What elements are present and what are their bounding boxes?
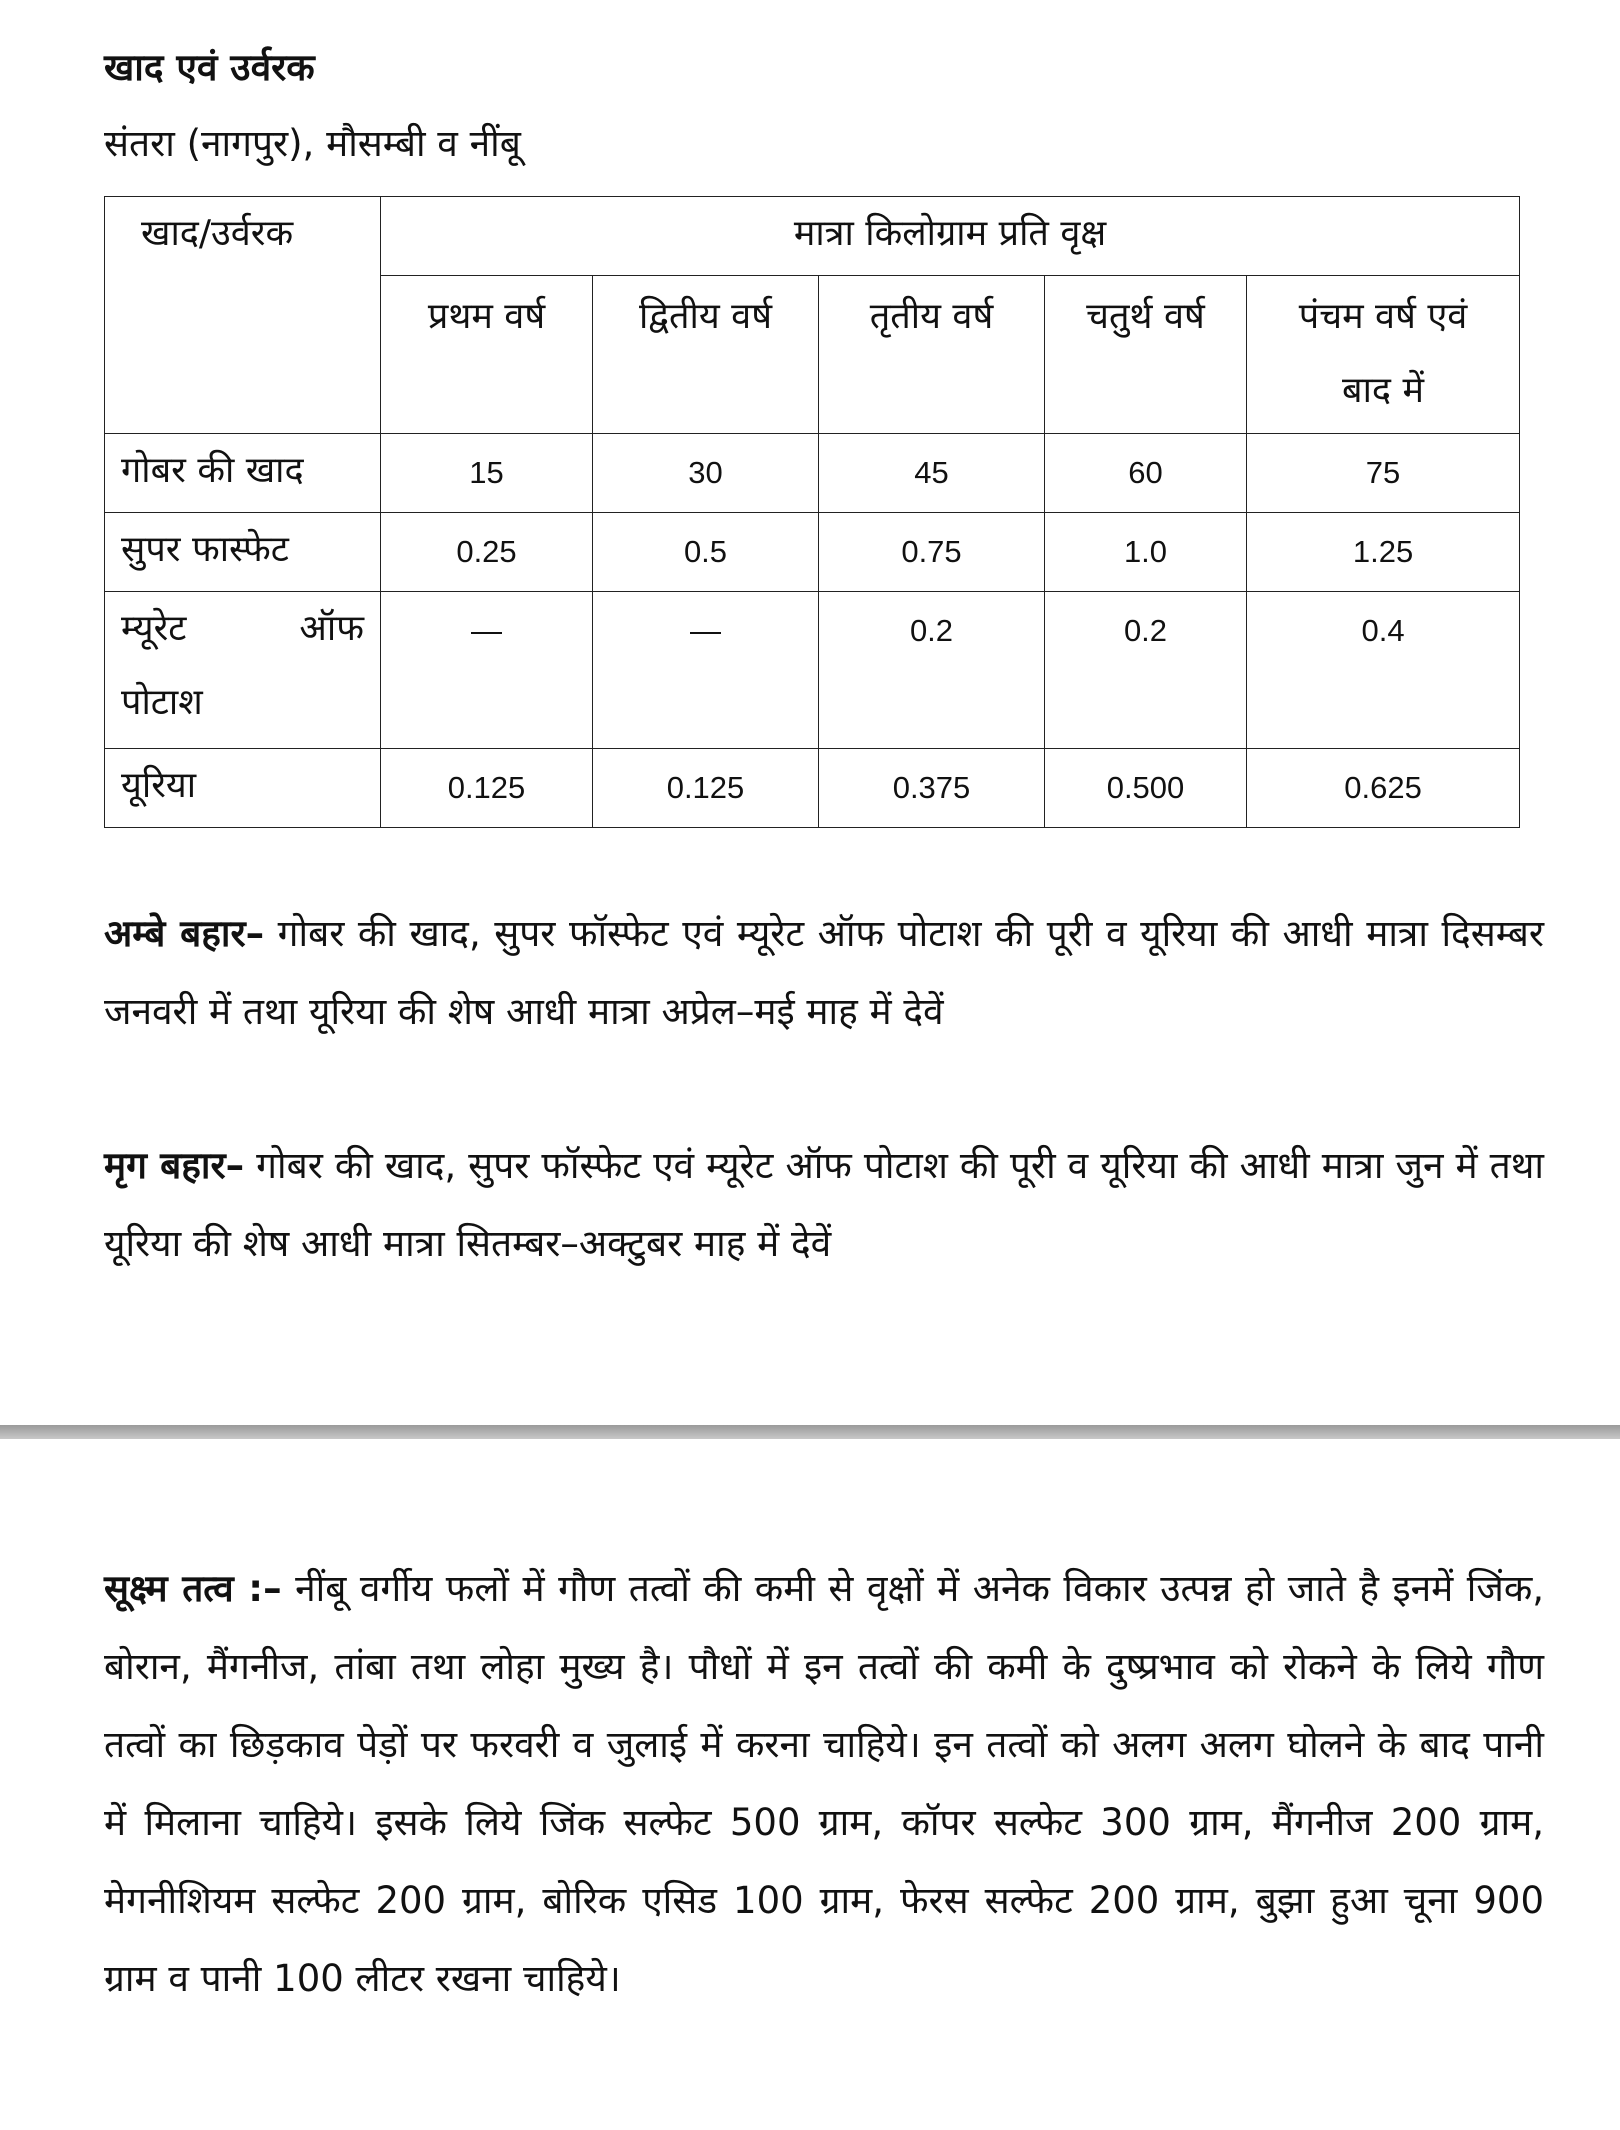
table-cell: 0.75 — [819, 513, 1045, 592]
micronutrient-label: सूक्ष्म तत्व :– — [104, 1567, 282, 1610]
table-cell: 0.625 — [1247, 749, 1520, 828]
col-header-fertilizer: खाद/उर्वरक — [105, 197, 381, 434]
mrig-bahar-text: गोबर की खाद, सुपर फॉस्फेट एवं म्यूरेट ऑफ पोटाश की पूरी व यूरिया की आधी मात्रा जुन में तथा यूरिया की शेष आधी मात्रा सितम्बर–अक्टुबर माह में देवें — [104, 1144, 1544, 1265]
quantity-header: मात्रा किलोग्राम प्रति वृक्ष — [381, 197, 1520, 276]
table-cell: 0.5 — [593, 513, 819, 592]
crop-subtitle: संतरा (नागपुर), मौसम्बी व नींबू — [104, 122, 521, 165]
table-cell: 1.25 — [1247, 513, 1520, 592]
micronutrient-text: नींबू वर्गीय फलों में गौण तत्वों की कमी से वृक्षों में अनेक विकार उत्पन्न हो जाते है इनमें जिंक, बोरान, मैंगनीज, तांबा तथा लोहा मुख्य है। पौधों में इन तत्वों की कमी के दुष्प्रभाव को रोकने के लिये गौण तत्वों का छिड़काव पेड़ों पर फरवरी व जुलाई में करना चाहिये। इन तत्वों को अलग अलग घोलने के बाद पानी में मिलाना चाहिये। इसके लिये जिंक सल्फेट 500 ग्राम, कॉपर सल्फेट 300 ग्राम, मैंगनीज 200 ग्राम, मेगनीशियम सल्फेट 200 ग्राम, बोरिक एसिड 100 ग्राम, फेरस सल्फेट 200 ग्राम, बुझा हुआ चूना 900 ग्राम व पानी 100 लीटर रखना चाहिये। — [104, 1567, 1544, 2000]
table-row — [105, 513, 1520, 592]
table-cell: 0.125 — [381, 749, 593, 828]
table-cell: 0.25 — [381, 513, 593, 592]
table-cell: — — [593, 592, 819, 749]
row-label: सुपर फास्फेट — [105, 513, 381, 592]
ambe-bahar-paragraph — [104, 895, 1544, 1051]
table-cell: 0.2 — [819, 592, 1045, 749]
fertilizer-table — [104, 196, 1520, 828]
table-cell: 0.4 — [1247, 592, 1520, 749]
year-header: प्रथम वर्ष — [381, 276, 593, 434]
table-cell: 0.500 — [1045, 749, 1247, 828]
row-label: यूरिया — [105, 749, 381, 828]
page-title: खाद एवं उर्वरक — [104, 46, 315, 89]
table-cell: — — [381, 592, 593, 749]
year-header-text: पंचम वर्ष एवं बाद में — [1298, 296, 1468, 411]
year-header: द्वितीय वर्ष — [593, 276, 819, 434]
year-header: तृतीय वर्ष — [819, 276, 1045, 434]
table-cell: 0.2 — [1045, 592, 1247, 749]
row-label-line — [121, 592, 380, 666]
year-header: चतुर्थ वर्ष — [1045, 276, 1247, 434]
table-cell: 1.0 — [1045, 513, 1247, 592]
table-cell: 0.375 — [819, 749, 1045, 828]
table-cell: 60 — [1045, 434, 1247, 513]
mrig-bahar-label: मृग बहार– — [104, 1144, 245, 1187]
ambe-bahar-label: अम्बे बहार– — [104, 912, 265, 955]
ambe-bahar-text: गोबर की खाद, सुपर फॉस्फेट एवं म्यूरेट ऑफ पोटाश की पूरी व यूरिया की आधी मात्रा दिसम्बर जनवरी में तथा यूरिया की शेष आधी मात्रा अप्रेल–मई माह में देवें — [104, 912, 1544, 1033]
year-header — [1247, 276, 1520, 434]
table-cell: 75 — [1247, 434, 1520, 513]
table-row — [105, 749, 1520, 828]
row-label-part: पोटाश — [121, 682, 203, 723]
table-cell: 30 — [593, 434, 819, 513]
table-cell: 0.125 — [593, 749, 819, 828]
table-cell: 15 — [381, 434, 593, 513]
mrig-bahar-paragraph — [104, 1127, 1544, 1283]
micronutrient-paragraph — [104, 1550, 1544, 2018]
table-cell: 45 — [819, 434, 1045, 513]
table-row — [105, 434, 1520, 513]
section-divider — [0, 1425, 1620, 1439]
row-label-part: ऑफ — [299, 608, 364, 649]
row-label: गोबर की खाद — [105, 434, 381, 513]
table-row — [105, 592, 1520, 749]
row-label — [105, 592, 381, 749]
row-label-part: म्यूरेट — [121, 608, 187, 649]
